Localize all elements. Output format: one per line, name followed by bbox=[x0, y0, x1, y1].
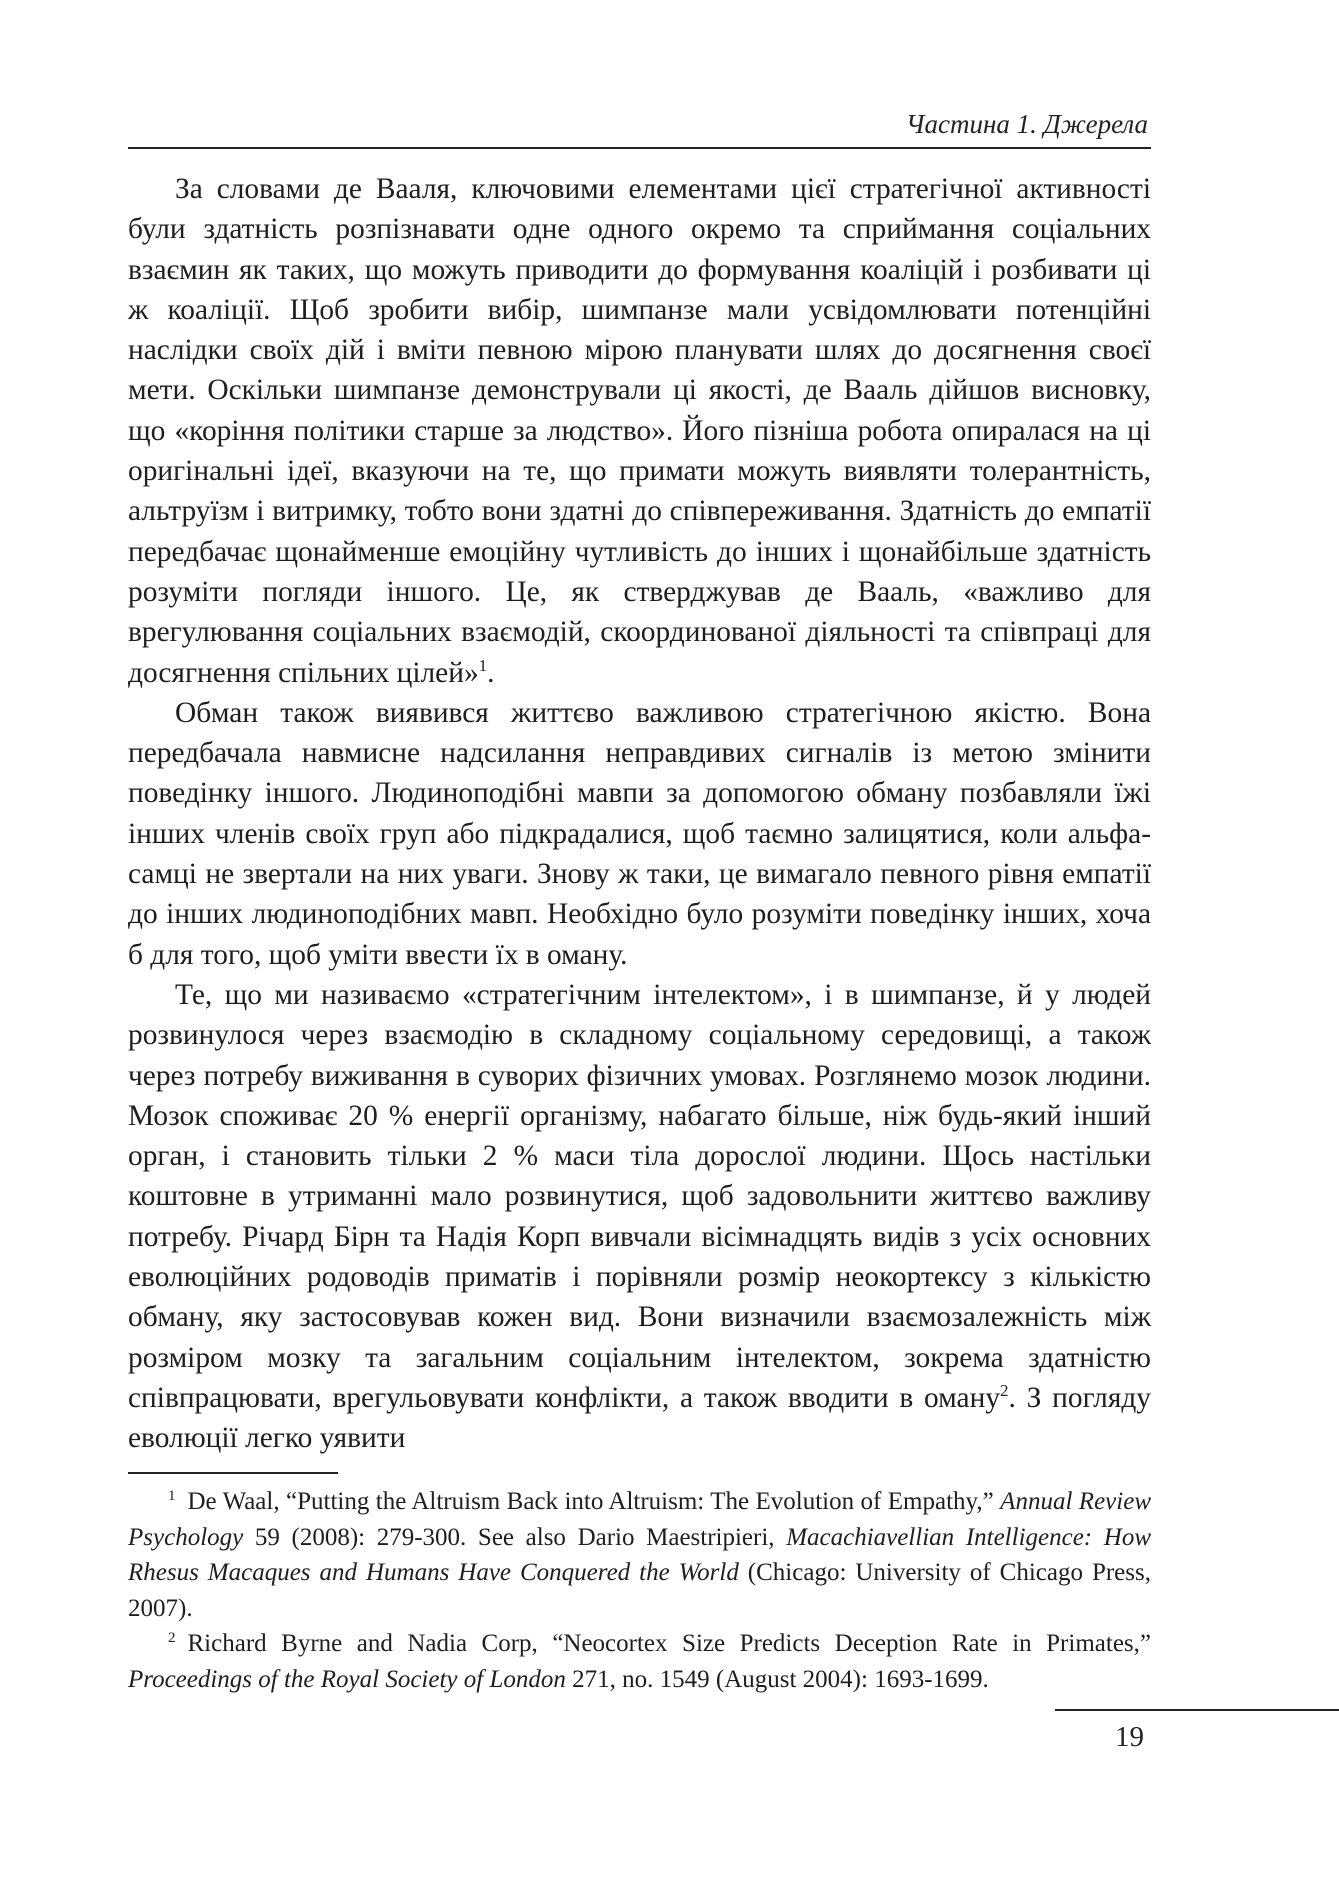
footnote-number: 1 bbox=[168, 1487, 176, 1504]
footnote-number: 2 bbox=[168, 1629, 176, 1646]
footnote-journal: Annual Review Psychology bbox=[128, 1488, 1151, 1551]
paragraph-text-continued: . З погляду еволюції легко уявити bbox=[128, 1381, 1152, 1455]
footnote bbox=[128, 1626, 1151, 1697]
paragraph-text: За словами де Вааля, ключовими елементами цієї стратегічної активності були здатність розпізнавати одне одного окремо та сприймання соціальних взаємин як таких, що можуть приводити до формування коаліцій і розбивати ці ж коаліції. Щоб зробити вибір, шимпанзе мали усвідомлювати потенційні наслідки своїх дій і вміти певною мірою планувати шлях до досягнення своєї мети. Оскільки шимпанзе демонстрували ці якості, де Вааль дійшов висновку, що «коріння політики старше за людство». Його пізніша робота опиралася на ці оригінальні ідеї, вказуючи на те, що примати можуть виявляти толерантність, альтруїзм і витримку, тобто вони здатні до співпереживання. Здатність до емпатії передбачає щонайменше емоційну чутливість до інших і щонайбільше здатність розуміти погляди іншого. Це, як стверджував де Вааль, «важливо для врегулювання соціальних взаємодій, скоординованої діяльності та співпраці для досягнення спільних цілей» bbox=[128, 173, 1151, 689]
paragraph-text: Те, що ми називаємо «стратегічним інтелектом», і в шимпанзе, й у людей розвинулося через взаємодію в складному соціальному середовищі, а також через потребу виживання в суворих фізичних умовах. Розглянемо мозок людини. Мозок споживає 20 % енергії організму, набагато більше, ніж будь-який інший орган, і становить тільки 2 % маси тіла дорослої людини. Щось настільки коштовне в утриманні мало розвинутися, щоб задовольнити життєво важливу потребу. Річард Бірн та Надія Корп вивчали вісімнадцять видів з усіх основних еволюційних родоводів приматів і порівняли розмір неокортексу з кількістю обману, яку застосовував кожен вид. Вони визначили взаємозалежність між розміром мозку та загальним соціальним інтелектом, зокрема здатністю співпрацювати, врегульовувати конфлікти, а також вводити в оману bbox=[128, 978, 1151, 1414]
footnote-text: (Chicago: University of Chicago Press, 2007). bbox=[128, 1559, 1151, 1622]
footnote-text: De Waal, “Putting the Altruism Back into Altruism: The Evolution of Empathy,” bbox=[187, 1488, 1001, 1515]
footnote-book-title: Macachiavellian Intelligence: How Rhesus Macaques and Humans Have Conquered the World bbox=[128, 1523, 1151, 1586]
main-text bbox=[128, 169, 1151, 1459]
footnote-ref: 1 bbox=[478, 655, 488, 675]
paragraph bbox=[128, 693, 1151, 975]
running-title: Частина 1. Джерела bbox=[905, 109, 1148, 139]
paragraph: За словами де Вааля, ключовими елементами цієї стратегічної активності були здатність розпізнавати одне одного окремо та сприймання соціальних взаємин як таких, що можуть приводити до формування коаліцій і розбивати ці ж коаліції. Щоб зробити вибір, шимпанзе мали усвідомлювати потенційні наслідки своїх дій і вміти певною мірою планувати шлях до досягнення своєї мети. Оскільки шимпанзе демонстрували ці якості, де Вааль дійшов висновку, що «коріння політики старше за людство». Його пізніша робота опиралася на ці оригінальні ідеї, вказуючи на те, що примати можуть виявляти толерантність, альтруїзм і витримку, тобто вони здатні до співпереживання. Здатність до емпатії передбачає щонайменше емоційну чутливість до інших і щонайбільше здатність розуміти погляди іншого. Це, як стверджував де Вааль, «важливо для врегулювання соціальних взаємодій, скоординованої діяльності та співпраці для досягнення спільних цілей»$^1$. bbox=[128, 173, 1151, 689]
footnote-journal: Proceedings of the Royal Society of London bbox=[128, 1665, 566, 1693]
footnote-text: Richard Byrne and Nadia Corp, “Neocortex Size Predicts Deception Rate in Primates,” bbox=[187, 1630, 1151, 1657]
footnote-text: 271, no. 1549 (August 2004): 1693-1699. bbox=[565, 1665, 989, 1693]
footnote-ref: 2 bbox=[1000, 1381, 1009, 1401]
footnote-divider bbox=[128, 1472, 338, 1474]
footnotes bbox=[128, 1484, 1151, 1697]
paragraph bbox=[128, 975, 1151, 1459]
footnote-text: 59 (2008): 279-300. See also Dario Maestripieri, bbox=[243, 1523, 787, 1551]
footnote bbox=[128, 1484, 1151, 1626]
paragraph-text: Обман також виявився життєво важливою стратегічною якістю. Вона передбачала навмисне надсилання неправдивих сигналів із метою змінити поведінку іншого. Людиноподібні мавпи за допомогою обману позбавляли їжі інших членів своїх груп або підкрадалися, щоб таємно залицятися, коли альфа-самці не звертали на них уваги. Знову ж таки, це вимагало певного рівня емпатії до інших людиноподібних мавп. Необхідно було розуміти поведінку інших, хоча б для того, щоб уміти ввести їх в оману. bbox=[128, 696, 1151, 971]
page-number: 19 bbox=[1115, 1721, 1144, 1753]
running-header bbox=[128, 103, 1151, 149]
page-number-rule bbox=[1055, 1709, 1339, 1711]
